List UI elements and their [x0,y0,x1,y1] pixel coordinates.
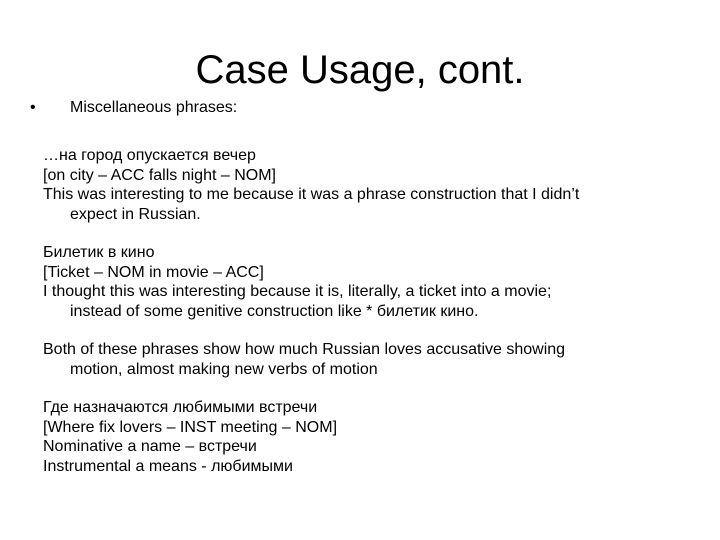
paragraph-city-night [43,146,693,224]
gloss-line: [Ticket – NOM in movie – ACC] [43,263,264,281]
comment-line: This was interesting to me because it was a phrase construction that I didn’t [43,186,580,203]
comment-line-continued: instead of some genitive construction like * билетик кино. [70,302,479,320]
summary-line: Both of these phrases show how much Russian loves accusative showing [43,341,566,358]
russian-phrase: …на город опускается вечер [43,147,256,164]
instrumental-note: Instrumental a means - любимыми [43,457,293,475]
comment-line: I thought this was interesting because it is, literally, a ticket into a movie; [43,283,552,300]
comment-line-continued: expect in Russian. [70,205,201,223]
russian-phrase: Где назначаются любимыми встречи [43,399,318,416]
gloss-line: [Where fix lovers – INST meeting – NOM] [43,418,338,436]
paragraph-meetings [43,398,693,476]
paragraph-movie-ticket [43,243,693,321]
bullet-marker: • [30,99,36,116]
gloss-line: [on city – ACC falls night – NOM] [43,166,276,184]
paragraph-summary [43,340,693,379]
nominative-note: Nominative a name – встречи [43,438,257,455]
bullet-text: Miscellaneous phrases: [70,99,238,116]
slide-body [43,146,693,495]
russian-phrase: Билетик в кино [43,244,155,261]
summary-line-continued: motion, almost making new verbs of motion [70,360,378,378]
slide-title: Case Usage, cont. [195,48,525,92]
